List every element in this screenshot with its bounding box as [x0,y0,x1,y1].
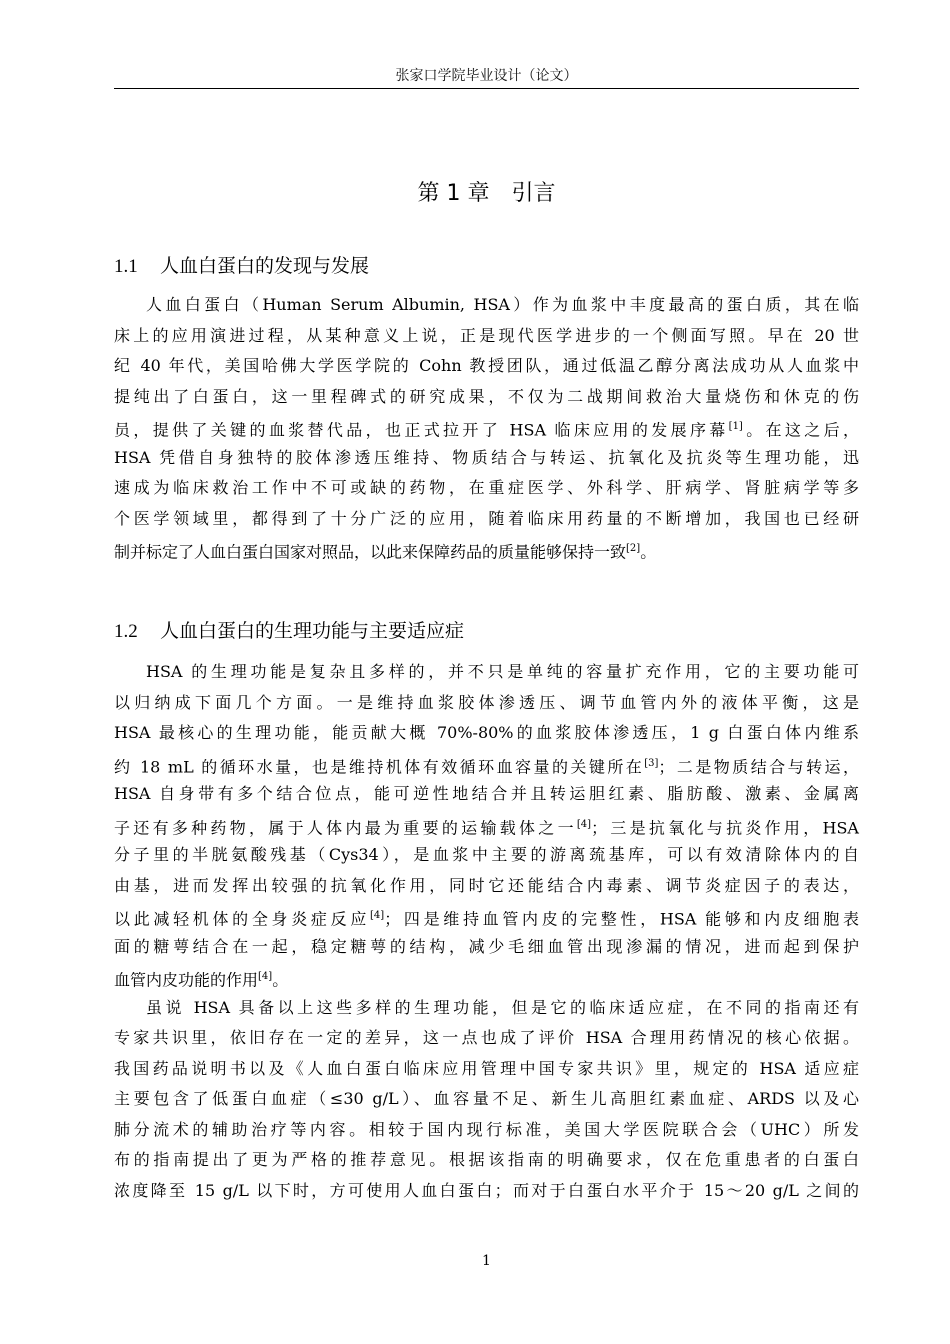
text-line: 以归纳成下面几个方面。一是维持血浆胶体渗透压、调节血管内外的液体平衡，这是 [114,692,859,712]
text-line: 主要包含了低蛋白血症（≤30 g/L）、血容量不足、新生儿高胆红素血症、ARDS 以及心 [114,1089,859,1108]
text-line: 个医学领域里，都得到了十分广泛的应用，随着临床用药量的不断增加，我国也已经研 [114,508,859,528]
section-heading-1-1 [114,252,859,281]
running-header: 张家口学院毕业设计（论文） [395,68,578,84]
citation-marker: [1] [728,421,743,432]
text-line: HSA 的生理功能是复杂且多样的，并不只是单纯的容量扩充作用，它的主要功能可 [146,662,859,681]
section-heading-1-2 [114,617,859,646]
text-line: 布的指南提出了更为严格的推荐意见。根据该指南的明确要求，仅在危重患者的白蛋白 [114,1150,859,1169]
citation-marker: [4] [576,818,592,830]
text-line: 子还有多种药物，属于人体内最为重要的运输载体之一[4]；三是抗氧化与抗炎作用，HSA [114,817,859,837]
text-line: 床上的应用演进过程，从某种意义上说，正是现代医学进步的一个侧面写照。早在 20 世 [114,325,859,345]
text-line: 由基，进而发挥出较强的抗氧化作用，同时它还能结合内毒素、调节炎症因子的表达， [114,875,859,895]
text-line: HSA 凭借自身独特的胶体渗透压维持、物质结合与转运、抗氧化及抗炎等生理功能，迅 [114,447,859,467]
citation-marker: [4] [258,971,273,982]
section-title-text: 人血白蛋白的发现与发展 [160,255,370,277]
section-number: 1.1 [114,256,138,277]
text-line: 以此减轻机体的全身炎症反应[4]；四是维持血管内皮的完整性，HSA 能够和内皮细胞表 [114,909,859,929]
text-line: 浓度降至 15 g/L 以下时，方可使用人血白蛋白；而对于白蛋白水平介于 15～20 g/L 之间的 [114,1180,859,1200]
text-line: 分子里的半胱氨酸残基（Cys34），是血浆中主要的游离巯基库，可以有效清除体内的自 [114,845,859,864]
text-line: 约 18 mL 的循环水量，也是维持机体有效循环血容量的关键所在[3]；二是物质结合与转运， [114,756,859,776]
text-line: 肺分流术的辅助治疗等内容。相较于国内现行标准，美国大学医院联合会（UHC）所发 [114,1119,859,1139]
page-number: 1 [482,1253,491,1269]
chapter-title: 第 1 章 引言 [417,181,556,206]
text-line: 速成为临床救治工作中不可或缺的药物，在重症医学、外科学、肝病学、肾脏病学等多 [114,478,859,497]
section-1-1-body [114,290,859,565]
text-line: 纪 40 年代，美国哈佛大学医学院的 Cohn 教授团队，通过低温乙醇分离法成功从人血浆中 [114,356,859,375]
section-title-text: 人血白蛋白的生理功能与主要适应症 [160,620,465,642]
text-line: 专家共识里，依旧存在一定的差异，这一点也成了评价 HSA 合理用药情况的核心依据。 [114,1028,859,1047]
text-line: 我国药品说明书以及《人血白蛋白临床应用管理中国专家共识》里，规定的 HSA 适应症 [114,1058,859,1078]
text-line: 提纯出了白蛋白，这一里程碑式的研究成果，不仅为二战期间救治大量烧伤和休克的伤 [114,386,859,406]
text-line: 员，提供了关键的血浆替代品，也正式拉开了 HSA 临床应用的发展序幕[1]。在这之后， [114,420,859,440]
text-line: 血管内皮功能的作用[4]。 [114,970,289,990]
text-line: 制并标定了人血白蛋白国家对照品，以此来保障药品的质量能够保持一致[2]。 [114,542,657,562]
citation-marker: [3] [644,757,659,769]
text-line: 虽说 HSA 具备以上这些多样的生理功能，但是它的临床适应症，在不同的指南还有 [146,997,859,1017]
text-line: HSA 最核心的生理功能，能贡献大概 70%-80%的血浆胶体渗透压，1 g 白蛋白体内维系 [114,723,859,742]
section-number: 1.2 [114,621,138,642]
text-line: 人血白蛋白（Human Serum Albumin, HSA）作为血浆中丰度最高的蛋白质，其在临 [146,295,859,314]
citation-marker: [2] [626,543,641,554]
citation-marker: [4] [370,910,385,921]
section-1-2-body [114,657,859,1206]
text-line: HSA 自身带有多个结合位点，能可逆性地结合并且转运胆红素、脂肪酸、激素、金属离 [114,784,859,803]
text-line: 面的糖萼结合在一起，稳定糖萼的结构，减少毛细血管出现渗漏的情况，进而起到保护 [114,936,859,956]
header-rule [114,88,859,89]
